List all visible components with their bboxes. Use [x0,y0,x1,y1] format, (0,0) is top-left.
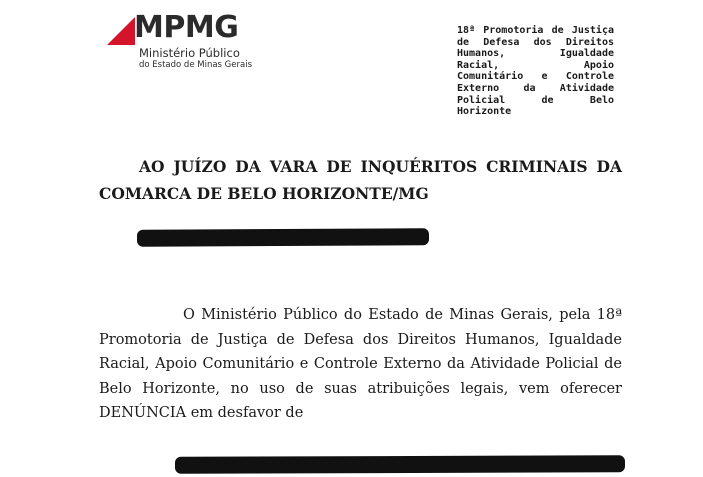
promotoria-line: Racial, Apoio [457,59,614,71]
logo-institution-name: Ministério Público [139,46,240,60]
paragraph-line: Promotoria de Justiça de Defesa dos Direitos Humanos, Igualdade [99,331,622,348]
redacted-process-number [137,228,429,247]
promotoria-line: Externo da Atividade [457,82,614,94]
addressee-line-2: COMARCA DE BELO HORIZONTE/MG [99,184,429,203]
addressee-heading [99,153,622,207]
mpmg-logo [106,10,266,72]
promotoria-header [457,25,614,118]
promotoria-line: 18ª Promotoria de Justiça [457,25,614,36]
promotoria-line: de Defesa dos Direitos [457,36,614,48]
promotoria-line: Comunitário e Controle [457,71,614,83]
logo-acronym: MPMG [134,10,239,45]
paragraph-line: Racial, Apoio Comunitário e Controle Externo da Atividade Policial de [99,356,622,373]
paragraph-line: DENÚNCIA em desfavor de [99,405,304,422]
paragraph-line: O Ministério Público do Estado de Minas Gerais, pela 18ª [183,307,622,323]
complaint-paragraph [99,303,622,426]
promotoria-line: Policial de Belo [457,94,614,106]
promotoria-line: Horizonte [457,106,512,118]
promotoria-line: Humanos, Igualdade [457,48,614,60]
redacted-defendant-name [175,455,625,474]
addressee-line-1: AO JUÍZO DA VARA DE INQUÉRITOS CRIMINAIS DA [139,157,622,176]
logo-institution-subtitle: do Estado de Minas Gerais [139,60,252,70]
paragraph-line: Belo Horizonte, no uso de suas atribuições legais, vem oferecer [99,380,622,397]
